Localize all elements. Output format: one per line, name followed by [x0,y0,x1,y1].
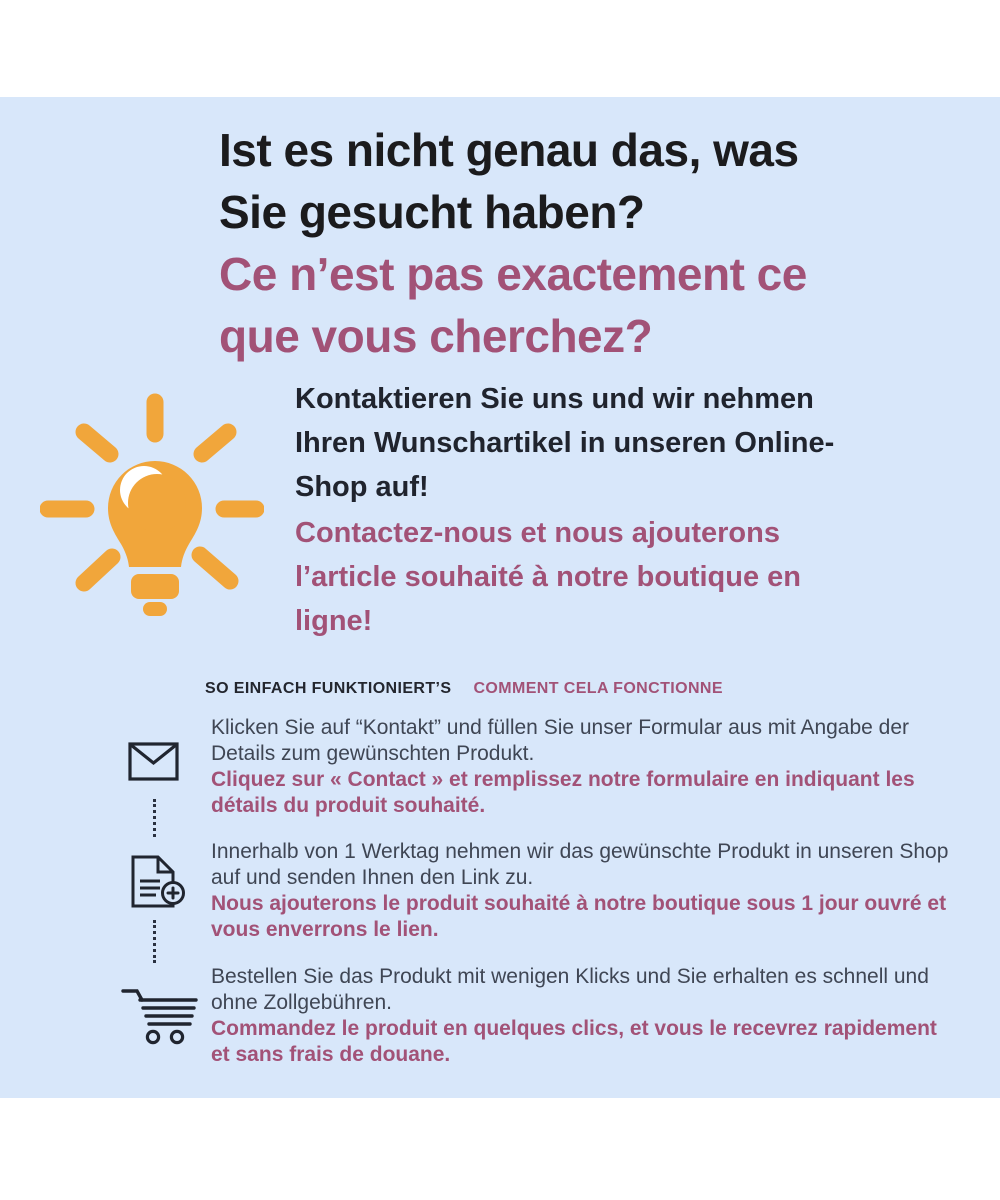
document-add-icon [126,855,186,911]
dotted-connector-1 [153,799,156,837]
step-3 [211,964,949,1068]
step-1-text-german: Klicken Sie auf “Kontakt” und füllen Sie unser Formular aus mit Angabe der Details zum gewünschten Produkt. [211,716,910,765]
intro-text-french: Contactez-nous et nous ajouterons l’article souhaité à notre boutique en ligne! [295,517,801,637]
how-it-works-heading-german: SO EINFACH FUNKTIONIERT’S [205,680,452,697]
step-2-text-french: Nous ajouterons le produit souhaité à notre boutique sous 1 jour ouvré et vous enverrons le lien. [211,892,947,941]
envelope-icon [128,741,180,782]
headline-french-line1: Ce n’est pas exactement ce [219,248,807,300]
headline-german [219,119,799,243]
cart-icon [120,985,200,1045]
headline-french [219,243,807,367]
headline-french-line2: que vous cherchez? [219,310,653,362]
how-it-works-heading [205,680,723,698]
step-2 [211,839,949,943]
step-1-text-french: Cliquez sur « Contact » et remplissez notre formulaire en indiquant les détails du produit souhaité. [211,768,915,817]
headline-german-line1: Ist es nicht genau das, was [219,124,799,176]
step-1 [211,715,949,819]
intro-text-german: Kontaktieren Sie uns und wir nehmen Ihren Wunschartikel in unseren Online-Shop auf! [295,383,835,503]
step-2-text-german: Innerhalb von 1 Werktag nehmen wir das gewünschte Produkt in unseren Shop auf und senden Ihnen den Link zu. [211,840,949,889]
headline-german-line2: Sie gesucht haben? [219,186,645,238]
lightbulb-icon [40,390,264,620]
how-it-works-heading-french: COMMENT CELA FONCTIONNE [473,680,723,697]
step-3-text-german: Bestellen Sie das Produkt mit wenigen Klicks und Sie erhalten es schnell und ohne Zollgebühren. [211,965,929,1014]
step-3-text-french: Commandez le produit en quelques clics, et vous le recevrez rapidement et sans frais de douane. [211,1017,937,1066]
dotted-connector-2 [153,920,156,963]
